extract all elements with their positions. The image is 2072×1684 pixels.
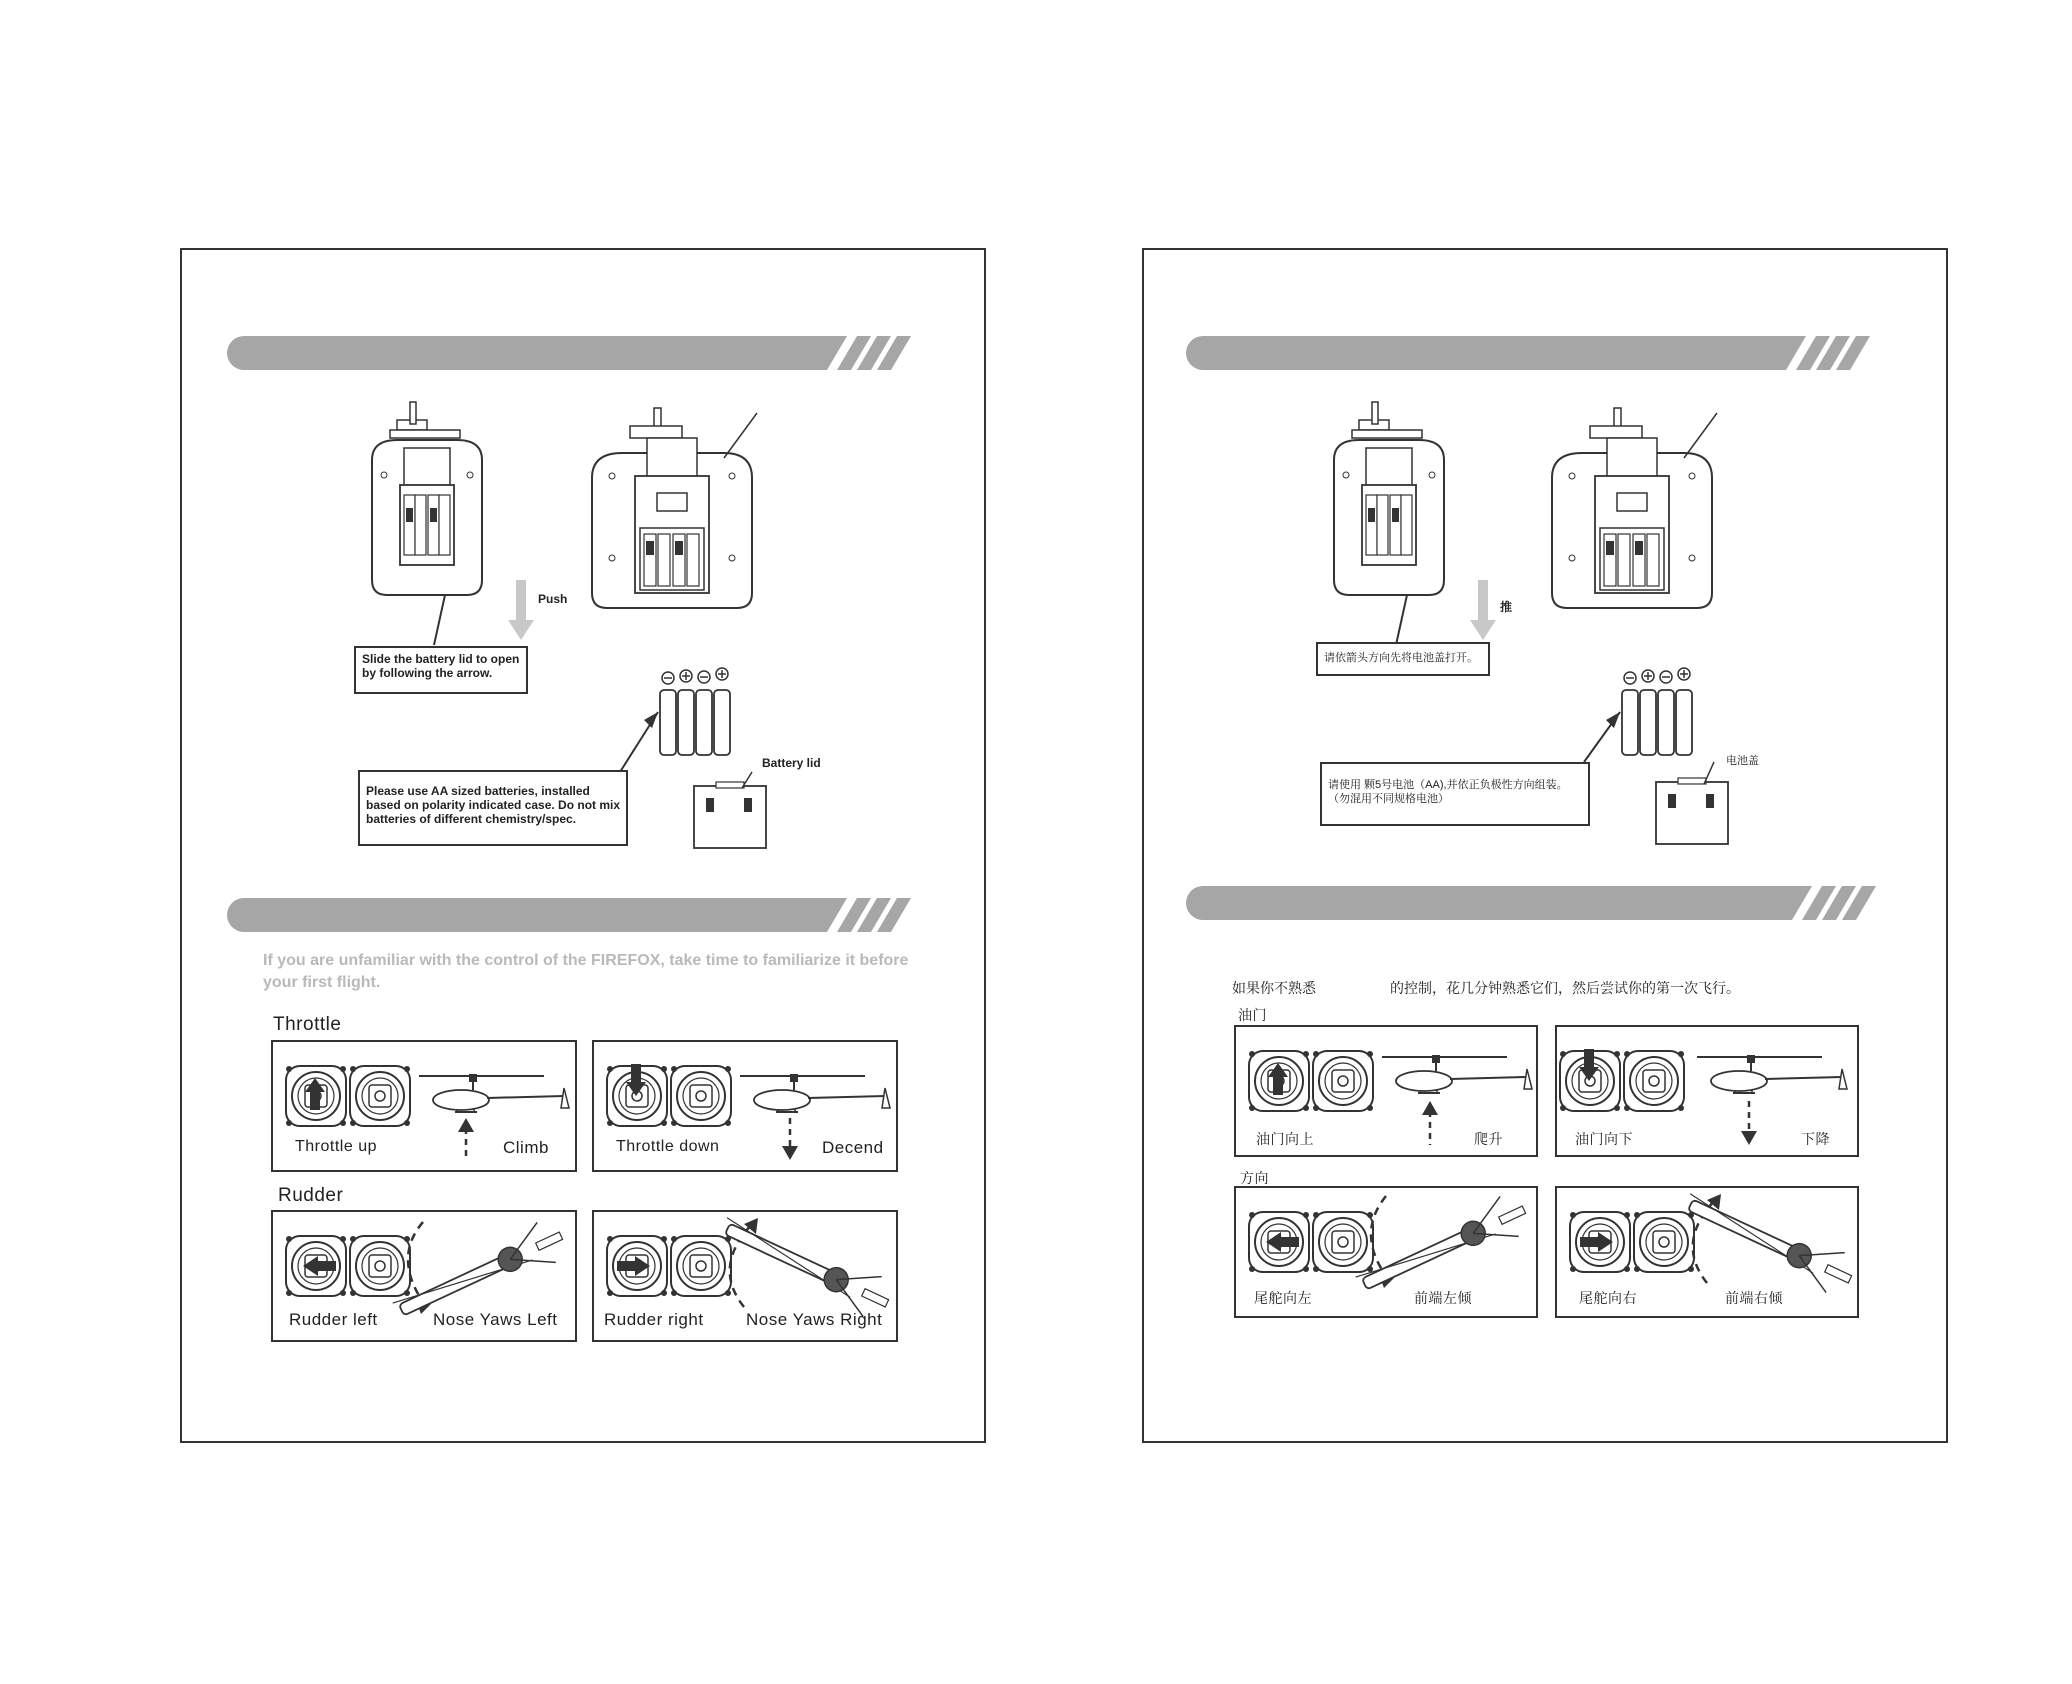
push-label-cn: 推 bbox=[1500, 600, 1513, 614]
rudder-right-label: Rudder right bbox=[604, 1310, 704, 1329]
control-intro-cn-part1: 如果你不熟悉 bbox=[1232, 980, 1316, 996]
english-manual-page bbox=[180, 248, 986, 1443]
rudder-title-cn: 方向 bbox=[1240, 1170, 1269, 1186]
control-section-banner-cn bbox=[1186, 886, 1892, 920]
rudder-left-label-cn: 尾舵向左 bbox=[1254, 1290, 1312, 1306]
rudder-right-panel bbox=[592, 1210, 898, 1342]
throttle-down-label-cn: 油门向下 bbox=[1575, 1131, 1633, 1147]
throttle-down-panel bbox=[592, 1040, 898, 1172]
rudder-left-panel-cn bbox=[1234, 1186, 1538, 1318]
nose-yaws-right-label-cn: 前端右倾 bbox=[1725, 1290, 1783, 1306]
battery-usage-note-cn bbox=[1320, 762, 1590, 826]
slide-lid-text: Slide the battery lid to open by following the arrow. bbox=[362, 652, 520, 680]
battery-lid-label: Battery lid bbox=[762, 756, 821, 770]
control-intro: If you are unfamiliar with the control of the FIREFOX, take time to familiarize it before your first flight. bbox=[263, 952, 909, 991]
throttle-up-label: Throttle up bbox=[295, 1138, 377, 1155]
battery-usage-note bbox=[358, 770, 628, 846]
nose-yaws-left-label: Nose Yaws Left bbox=[433, 1310, 558, 1329]
rudder-right-label-cn: 尾舵向右 bbox=[1579, 1290, 1637, 1306]
throttle-up-label-cn: 油门向上 bbox=[1256, 1131, 1314, 1147]
battery-usage-text: Please use AA sized batteries, installed based on polarity indicated case. Do not mix batteries of different chemistry/spec. bbox=[366, 784, 621, 826]
throttle-down-panel-cn bbox=[1555, 1025, 1859, 1157]
nose-yaws-left-label-cn: 前端左倾 bbox=[1414, 1290, 1472, 1306]
throttle-title-cn: 油门 bbox=[1238, 1007, 1267, 1023]
climb-label-cn: 爬升 bbox=[1474, 1131, 1503, 1147]
control-section-banner bbox=[227, 898, 927, 932]
throttle-title: Throttle bbox=[273, 1014, 342, 1035]
slide-lid-text-cn: 请依箭头方向先将电池盖打开。 bbox=[1324, 652, 1478, 664]
decend-label: Decend bbox=[822, 1138, 884, 1157]
rudder-left-panel bbox=[271, 1210, 577, 1342]
throttle-up-panel bbox=[271, 1040, 577, 1172]
slide-lid-note bbox=[354, 646, 528, 694]
decend-label-cn: 下降 bbox=[1801, 1131, 1830, 1147]
throttle-down-label: Throttle down bbox=[616, 1138, 720, 1155]
rudder-left-label: Rudder left bbox=[289, 1310, 378, 1329]
climb-label: Climb bbox=[503, 1138, 549, 1157]
control-intro-cn-part2: 的控制，花几分钟熟悉它们，然后尝试你的第一次飞行。 bbox=[1390, 980, 1740, 996]
battery-usage-line2-cn: （勿混用不同规格电池） bbox=[1328, 793, 1449, 805]
rudder-right-panel-cn bbox=[1555, 1186, 1859, 1318]
battery-usage-line1-cn: 请使用 颗5号电池（AA),并依正负极性方向组装。 bbox=[1328, 779, 1568, 791]
throttle-up-panel-cn bbox=[1234, 1025, 1538, 1157]
slide-lid-note-cn bbox=[1316, 642, 1490, 676]
battery-lid-label-cn: 电池盖 bbox=[1726, 755, 1759, 767]
push-label: Push bbox=[538, 592, 568, 606]
rudder-title: Rudder bbox=[278, 1185, 344, 1206]
nose-yaws-right-label: Nose Yaws Right bbox=[746, 1310, 883, 1329]
chinese-manual-page bbox=[1142, 248, 1948, 1443]
